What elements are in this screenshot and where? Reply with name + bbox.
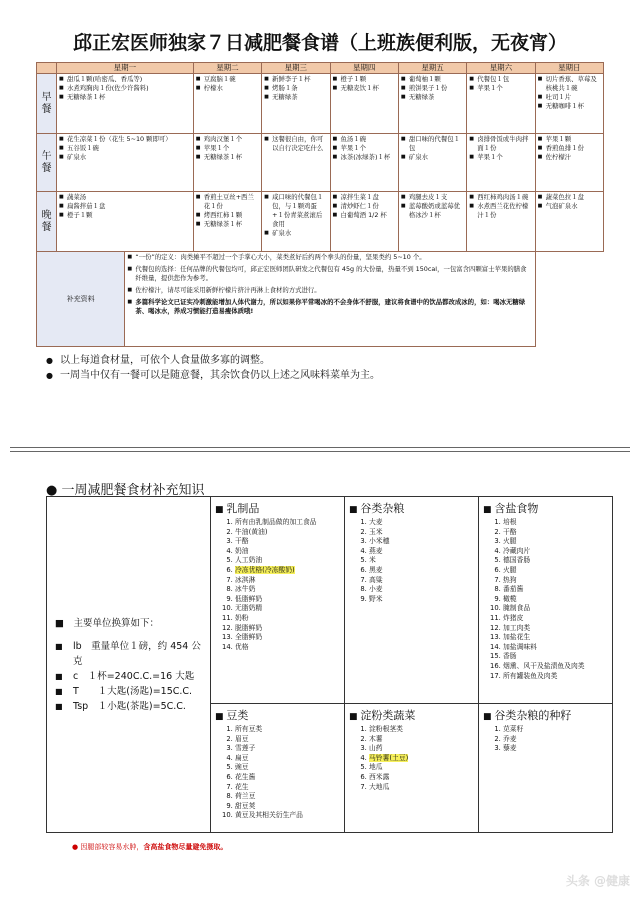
category-item: 2. 乔麦 bbox=[503, 735, 608, 745]
meal-item: ■ 无糖绿茶 bbox=[409, 93, 464, 102]
meal-item: ■ 五谷饭１碗 bbox=[67, 144, 191, 153]
meal-cell bbox=[330, 134, 398, 192]
meal-item: ■ 香煎土豆丝+西兰花１份 bbox=[204, 193, 259, 211]
category-item: 3. 干酪 bbox=[235, 537, 340, 547]
category-item: 5. 米 bbox=[369, 556, 474, 566]
meal-item: ■ 冰茶(冰绿茶)１杯 bbox=[341, 153, 396, 162]
meal-cell bbox=[193, 192, 261, 252]
day-header: 星期五 bbox=[398, 63, 466, 74]
meal-cell bbox=[57, 134, 194, 192]
meal-item: ■ 苹果１个 bbox=[477, 153, 532, 162]
footnote-normal: 因腿部较容易水肿， bbox=[80, 843, 144, 851]
meal-item: ■ 烤西红柿１颗 bbox=[204, 211, 259, 220]
category-item: 7. 热狗 bbox=[503, 576, 608, 586]
meal-cell bbox=[57, 74, 194, 134]
meal-cell bbox=[535, 134, 603, 192]
meal-label: 早 餐 bbox=[37, 74, 57, 134]
meal-item: ■ 代餐包１包 bbox=[477, 75, 532, 84]
notes bbox=[46, 353, 380, 383]
category-item: 17. 所有罐装鱼及肉类 bbox=[503, 672, 608, 682]
supplement-list bbox=[127, 253, 532, 316]
meal-item: ■ 咸口味的代餐包１包，与１颗鸡蛋+１份青菜煮滚后食用 bbox=[272, 193, 327, 229]
category-item: 14. 加盐调味料 bbox=[503, 643, 608, 653]
category-item: 4. 燕麦 bbox=[369, 547, 474, 557]
category-title: ■ 谷类杂粮 bbox=[349, 500, 474, 516]
category-beans bbox=[211, 704, 345, 833]
category-title: ■ 含盐食物 bbox=[483, 500, 608, 516]
category-item: 4. 冷藏肉片 bbox=[503, 547, 608, 557]
supplement-item: ■ 多篇科学论文已证实冷刺激能增加人体代谢力，所以如果你平常喝冰的不会身体不舒服，建议将食谱中的饮品都改成冰的，如：喝冰无糖绿茶、喝冰水，养成习惯能打造易瘦体质哦! bbox=[135, 298, 532, 316]
category-item: 11. 炸猪皮 bbox=[503, 614, 608, 624]
category-item: 4. 扁豆 bbox=[235, 754, 340, 764]
meal-item: ■ 矿泉水 bbox=[409, 153, 464, 162]
meal-item: ■ 无糖绿茶 bbox=[272, 93, 327, 102]
page-divider bbox=[10, 447, 630, 448]
meal-item: ■ 卤排骨饭或牛肉拌面１份 bbox=[477, 135, 532, 153]
category-starchy-vegetables bbox=[345, 704, 479, 833]
meal-item: ■ 白葡萄酒 1/2 杯 bbox=[341, 211, 396, 220]
category-item: 7. 冰淇淋 bbox=[235, 576, 340, 586]
section-title: ● 一周减肥餐食材补充知识 bbox=[46, 483, 205, 498]
meal-item: ■ 橙子１颗 bbox=[67, 211, 191, 220]
category-item: 5. 豌豆 bbox=[235, 763, 340, 773]
meal-item: ■ 甜瓜１颗(哈密瓜、香瓜等) bbox=[67, 75, 191, 84]
meal-item: ■ 烤肠１条 bbox=[272, 84, 327, 93]
unit-conversion bbox=[47, 497, 211, 833]
lunch-row bbox=[37, 134, 604, 192]
category-item: 9. 橄榄 bbox=[503, 595, 608, 605]
category-item: 3. 小米穗 bbox=[369, 537, 474, 547]
category-item: 8. 冰牛奶 bbox=[235, 585, 340, 595]
meal-item: ■ 清炒虾仁１份 bbox=[341, 202, 396, 211]
category-item: 1. 培根 bbox=[503, 518, 608, 528]
category-item: 3. 山药 bbox=[369, 744, 474, 754]
category-item: 10. 腌制食品 bbox=[503, 604, 608, 614]
meal-cell bbox=[193, 74, 261, 134]
category-grain-seeds bbox=[479, 704, 613, 833]
category-item: 16. 烟熏、风干及盐渍鱼及肉类 bbox=[503, 662, 608, 672]
meal-label: 晚 餐 bbox=[37, 192, 57, 252]
day-header: 星期四 bbox=[330, 63, 398, 74]
meal-item: ■ 蓝莓酸奶或蓝莓优格冰沙１杯 bbox=[409, 202, 464, 220]
meal-item: ■ 苹果１个 bbox=[204, 144, 259, 153]
meal-item: ■ 佐柠檬汁 bbox=[546, 153, 601, 162]
meal-item: ■ 橙子１颗 bbox=[341, 75, 396, 84]
meal-item: ■ 苹果１颗 bbox=[546, 135, 601, 144]
category-item: 3. 雪莲子 bbox=[235, 744, 340, 754]
category-item: 7. 高粱 bbox=[369, 576, 474, 586]
meal-item: ■ 无糖咖啡１杯 bbox=[546, 102, 601, 111]
supplement-label: 补充资料 bbox=[37, 252, 125, 347]
breakfast-row bbox=[37, 74, 604, 134]
meal-item: ■ 无糖绿茶１杯 bbox=[204, 220, 259, 229]
meal-label: 午 餐 bbox=[37, 134, 57, 192]
meal-item: ■ 煎饼果子１份 bbox=[409, 84, 464, 93]
category-item: 8. 小麦 bbox=[369, 585, 474, 595]
footnote-bold: 含高盐食物尽量避免摄取。 bbox=[143, 843, 228, 851]
category-item: 5. 地瓜 bbox=[369, 763, 474, 773]
meal-item: ■ 水煮鸡胸肉１份(佐少许酱料) bbox=[67, 84, 191, 93]
meal-item: ■ 切片香蕉、草莓及核桃共１碗 bbox=[546, 75, 601, 93]
supplement-item: ■ 代餐包的选择：任何品牌的代餐包均可，邱正宏医师团队研发之代餐包有 45g 的大份量，热量不到 150cal，一包富含四颗富士苹果的膳食纤维量，提供您作为参考。 bbox=[135, 265, 532, 283]
food-knowledge-table bbox=[46, 496, 613, 833]
category-item: 6. 冷冻优格(冷冻酸奶) bbox=[235, 566, 340, 576]
meal-item: ■ 西红柿鸡肉汤１碗 bbox=[477, 193, 532, 202]
watermark: 头条 @健康 bbox=[565, 874, 630, 888]
meal-item: ■ 无糖麦饮１杯 bbox=[341, 84, 396, 93]
meal-item: ■ 鸡肉汉堡１个 bbox=[204, 135, 259, 144]
meal-cell bbox=[262, 74, 330, 134]
meal-cell bbox=[467, 192, 535, 252]
meal-item: ■ 气泡矿泉水 bbox=[546, 202, 601, 211]
meal-cell bbox=[467, 74, 535, 134]
meal-item: ■ 无糖绿茶１杯 bbox=[67, 93, 191, 102]
meal-cell bbox=[57, 192, 194, 252]
unit-item: ■ c １杯=240C.C.=16 大匙 bbox=[51, 669, 206, 684]
category-item: 3. 火腿 bbox=[503, 537, 608, 547]
category-title: ■ 乳制品 bbox=[215, 500, 340, 516]
category-item: 13. 全脂鲜奶 bbox=[235, 633, 340, 643]
category-salty-foods bbox=[479, 497, 613, 704]
category-item: 10. 无脂奶精 bbox=[235, 604, 340, 614]
category-item: 6. 黑麦 bbox=[369, 566, 474, 576]
meal-item: ■ 蔬菜色拉１盘 bbox=[546, 193, 601, 202]
supplement-item: ■ 佐柠檬汁，请尽可能采用新鲜柠檬片挤汁再淋上食材的方式进行。 bbox=[135, 286, 532, 295]
note-item: ● 以上每道食材量，可依个人食量做多寡的调整。 bbox=[46, 353, 380, 368]
unit-item: ■ lb 重量单位１磅，约 454 公克 bbox=[51, 639, 206, 669]
meal-item: ■ 苹果１个 bbox=[477, 84, 532, 93]
unit-item: ■ T １大匙(汤匙)=15C.C. bbox=[51, 684, 206, 699]
category-item: 9. 野米 bbox=[369, 595, 474, 605]
category-item: 11. 奶粉 bbox=[235, 614, 340, 624]
meal-cell bbox=[262, 192, 330, 252]
meal-item: ■ 香煎鱼排１份 bbox=[546, 144, 601, 153]
day-header-row bbox=[37, 63, 604, 74]
footnote: ● 因腿部较容易水肿，含高盐食物尽量避免摄取。 bbox=[72, 843, 228, 851]
note-item: ● 一周当中仅有一餐可以是随意餐，其余饮食仍以上述之风味料菜单为主。 bbox=[46, 368, 380, 383]
category-item: 15. 香肠 bbox=[503, 652, 608, 662]
meal-cell bbox=[330, 192, 398, 252]
day-header: 星期日 bbox=[535, 63, 603, 74]
meal-item: ■ 新鲜李子１杯 bbox=[272, 75, 327, 84]
page-divider bbox=[10, 451, 630, 452]
category-item: 6. 花生酱 bbox=[235, 773, 340, 783]
unit-item: ■ Tsp １小匙(茶匙)=5C.C. bbox=[51, 699, 206, 714]
day-header: 星期二 bbox=[193, 63, 261, 74]
category-item: 5. 人工奶油 bbox=[235, 556, 340, 566]
meal-item: ■ 矿泉水 bbox=[67, 153, 191, 162]
meal-item: ■ 葡萄柚１颗 bbox=[409, 75, 464, 84]
day-header: 星期六 bbox=[467, 63, 535, 74]
category-item: 1. 淀粉根茎类 bbox=[369, 725, 474, 735]
meal-cell bbox=[330, 74, 398, 134]
meal-item: ■ 吐司１片 bbox=[546, 93, 601, 102]
category-item: 10. 黄豆及其相关衍生产品 bbox=[235, 811, 340, 821]
meal-item: ■ 鱼汤１碗 bbox=[341, 135, 396, 144]
category-item: 4. 奶油 bbox=[235, 547, 340, 557]
meal-cell bbox=[398, 134, 466, 192]
meal-cell bbox=[193, 134, 261, 192]
meal-item: ■ 甜口味的代餐包１包 bbox=[409, 135, 464, 153]
category-item: 5. 德国香肠 bbox=[503, 556, 608, 566]
category-item: 6. 火腿 bbox=[503, 566, 608, 576]
category-item: 13. 加盐花生 bbox=[503, 633, 608, 643]
meal-item: ■ 鸡腿去皮１支 bbox=[409, 193, 464, 202]
category-item: 2. 木薯 bbox=[369, 735, 474, 745]
meal-item: ■ 扁酱拌茄１盘 bbox=[67, 202, 191, 211]
category-item: 2. 眉豆 bbox=[235, 735, 340, 745]
meal-cell bbox=[535, 192, 603, 252]
category-item: 7. 大地瓜 bbox=[369, 783, 474, 793]
supplement-item: ■ “一份”的定义：肉类摊平不超过一个手掌心大小，菜类煮好后约两个拳头的份量，坚果类约 5~10 个。 bbox=[135, 253, 532, 262]
dinner-row bbox=[37, 192, 604, 252]
category-item: 14. 优格 bbox=[235, 643, 340, 653]
meal-item: ■ 苹果１个 bbox=[341, 144, 396, 153]
category-item: 12. 加工肉类 bbox=[503, 624, 608, 634]
meal-cell bbox=[262, 134, 330, 192]
category-item: 3. 藜麦 bbox=[503, 744, 608, 754]
units-title: ■ 主要单位换算如下： bbox=[55, 617, 159, 629]
day-header: 星期三 bbox=[262, 63, 330, 74]
meal-cell bbox=[535, 74, 603, 134]
category-item: 4. 马铃薯(土豆) bbox=[369, 754, 474, 764]
meal-item: ■ 矿泉水 bbox=[272, 229, 327, 238]
category-dairy bbox=[211, 497, 345, 704]
meal-item: ■ 柠檬水 bbox=[204, 84, 259, 93]
meal-item: ■ 豆腐脑１碗 bbox=[204, 75, 259, 84]
meal-cell bbox=[398, 74, 466, 134]
category-item: 2. 牛油(黄油) bbox=[235, 528, 340, 538]
meal-item: ■ 花生凉菜１份（花生 5~10 颗即可） bbox=[67, 135, 191, 144]
category-item: 2. 干酪 bbox=[503, 528, 608, 538]
meal-item: ■ 水煮西兰花佐柠檬汁１份 bbox=[477, 202, 532, 220]
category-item: 1. 所有豆类 bbox=[235, 725, 340, 735]
category-item: 1. 苋菜籽 bbox=[503, 725, 608, 735]
meal-cell bbox=[467, 134, 535, 192]
meal-item: ■ 无糖绿茶１杯 bbox=[204, 153, 259, 162]
category-item: 8. 番茄酱 bbox=[503, 585, 608, 595]
supplement-content bbox=[125, 252, 535, 347]
category-title: ■ 淀粉类蔬菜 bbox=[349, 707, 474, 723]
category-item: 7. 花生 bbox=[235, 783, 340, 793]
page-title: 邱正宏医师独家７日减肥餐食谱（上班族便利版，无夜宵） bbox=[72, 32, 567, 54]
category-item: 9. 甜豆荚 bbox=[235, 802, 340, 812]
meal-cell bbox=[398, 192, 466, 252]
category-item: 6. 西米露 bbox=[369, 773, 474, 783]
category-title: ■ 谷类杂粮的种籽 bbox=[483, 707, 608, 723]
meal-item: ■ 凉拌生菜１盘 bbox=[341, 193, 396, 202]
category-item: 12. 脱脂鲜奶 bbox=[235, 624, 340, 634]
category-grains bbox=[345, 497, 479, 704]
category-title: ■ 豆类 bbox=[215, 707, 340, 723]
supplement-row bbox=[37, 252, 604, 347]
category-item: 1. 所有由乳制品做的加工食品 bbox=[235, 518, 340, 528]
day-header: 星期一 bbox=[57, 63, 194, 74]
category-item: 2. 玉米 bbox=[369, 528, 474, 538]
category-item: 8. 荷兰豆 bbox=[235, 792, 340, 802]
meal-item: ■ 这餐很自由，你可以自行决定吃什么 bbox=[272, 135, 327, 153]
meal-plan-table bbox=[36, 62, 604, 347]
category-item: 1. 大麦 bbox=[369, 518, 474, 528]
meal-item: ■ 蔬菜汤 bbox=[67, 193, 191, 202]
category-item: 9. 低脂鲜奶 bbox=[235, 595, 340, 605]
